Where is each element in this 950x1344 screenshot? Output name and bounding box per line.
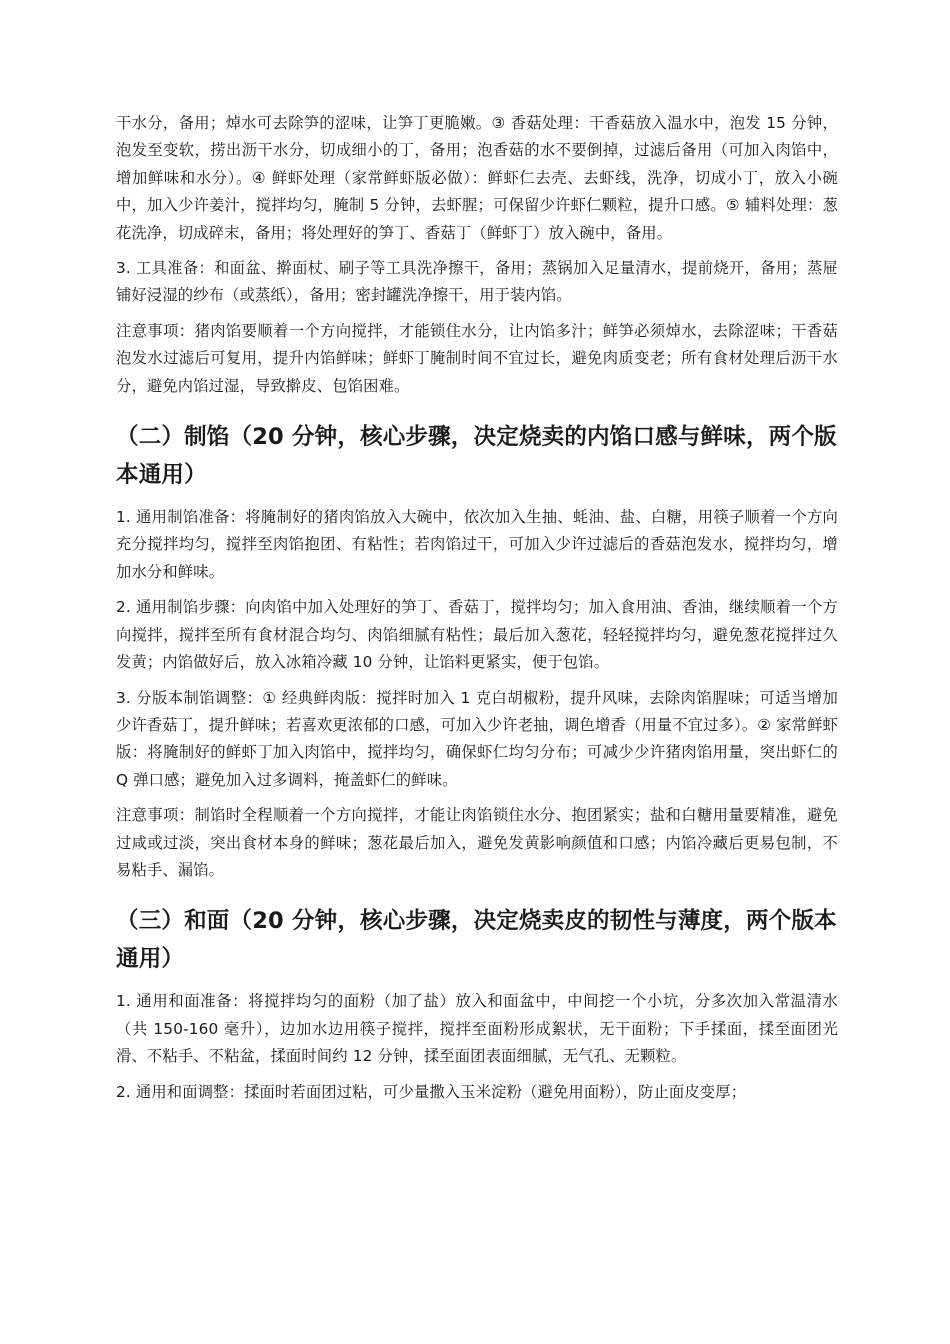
heading-filling: （二）制馅（20 分钟，核心步骤，决定烧卖的内馅口感与鲜味，两个版本通用）: [116, 424, 837, 489]
paragraph-filling-steps: 2. 通用制馅步骤：向肉馅中加入处理好的笋丁、香菇丁，搅拌均匀；加入食用油、香油，继续顺着一个方向搅拌，搅拌至所有食材混合均匀、肉馅细腻有粘性；最后加入葱花，轻轻搅拌均匀，避免葱花搅拌过久发黄；内馅做好后，放入冰箱冷藏 10 分钟，让馅料更紧实，便于包馅。: [116, 598, 838, 672]
paragraph-filling-variants: 3. 分版本制馅调整：① 经典鲜肉版：搅拌时加入 1 克白胡椒粉，提升风味，去除肉馅腥味；可适当增加少许香菇丁，提升鲜味；若喜欢更浓郁的口感，可加入少许老抽，调色增香（用量不宜过多）。② 家常鲜虾版：将腌制好的鲜虾丁加入肉馅中，搅拌均匀，确保虾仁均匀分布；可减少少许猪肉馅用量，突出虾仁的 Q 弹口感；避免加入过多调料，掩盖虾仁的鲜味。: [116, 688, 838, 789]
heading-dough: （三）和面（20 分钟，核心步骤，决定烧卖皮的韧性与薄度，两个版本通用）: [116, 908, 837, 973]
paragraph-prep-notes: 注意事项：猪肉馅要顺着一个方向搅拌，才能锁住水分，让内馅多汁；鲜笋必须焯水，去除涩味；干香菇泡发水过滤后可复用，提升内馅鲜味；鲜虾丁腌制时间不宜过长，避免肉质变老；所有食材处理后沥干水分，避免内馅过湿，导致擀皮、包馅困难。: [116, 321, 838, 395]
paragraph-prep-continued: 干水分，备用；焯水可去除笋的涩味，让笋丁更脆嫩。③ 香菇处理：干香菇放入温水中，泡发 15 分钟，泡发至变软，捞出沥干水分，切成细小的丁，备用；泡香菇的水不要倒掉，过滤后备用（可加入肉馅中，增加鲜味和水分）。④ 鲜虾处理（家常鲜虾版必做）：鲜虾仁去壳、去虾线，洗净，切成小丁，放入小碗中，加入少许姜汁，搅拌均匀，腌制 5 分钟，去虾腥；可保留少许虾仁颗粒，提升口感。⑤ 辅料处理：葱花洗净，切成碎末，备用；将处理好的笋丁、香菇丁（鲜虾丁）放入碗中，备用。: [116, 114, 838, 242]
document-page: [116, 110, 838, 1114]
paragraph-dough-adjust: 2. 通用和面调整：揉面时若面团过粘，可少量撒入玉米淀粉（避免用面粉），防止面皮变厚；: [116, 1082, 747, 1101]
paragraph-tool-prep: 3. 工具准备：和面盆、擀面杖、刷子等工具洗净擦干，备用；蒸锅加入足量清水，提前烧开，备用；蒸屉铺好浸湿的纱布（或蒸纸），备用；密封罐洗净擦干，用于装内馅。: [116, 259, 838, 305]
paragraph-filling-notes: 注意事项：制馅时全程顺着一个方向搅拌，才能让肉馅锁住水分、抱团紧实；盐和白糖用量要精准，避免过咸或过淡，突出食材本身的鲜味；葱花最后加入，避免发黄影响颜值和口感；内馅冷藏后更易包制，不易粘手、漏馅。: [116, 806, 838, 879]
paragraph-filling-prep: 1. 通用制馅准备：将腌制好的猪肉馅放入大碗中，依次加入生抽、蚝油、盐、白糖，用筷子顺着一个方向充分搅拌均匀，搅拌至肉馅抱团、有粘性；若肉馅过干，可加入少许过滤后的香菇泡发水，搅拌均匀，增加水分和鲜味。: [116, 508, 838, 581]
paragraph-dough-prep: 1. 通用和面准备：将搅拌均匀的面粉（加了盐）放入和面盆中，中间挖一个小坑，分多次加入常温清水（共 150-160 毫升），边加水边用筷子搅拌，搅拌至面粉形成絮状，无干面粉；下手揉面，揉至面团光滑、不粘手、不粘盆，揉面时间约 12 分钟，揉至面团表面细腻，无气孔、无颗粒。: [116, 992, 838, 1066]
